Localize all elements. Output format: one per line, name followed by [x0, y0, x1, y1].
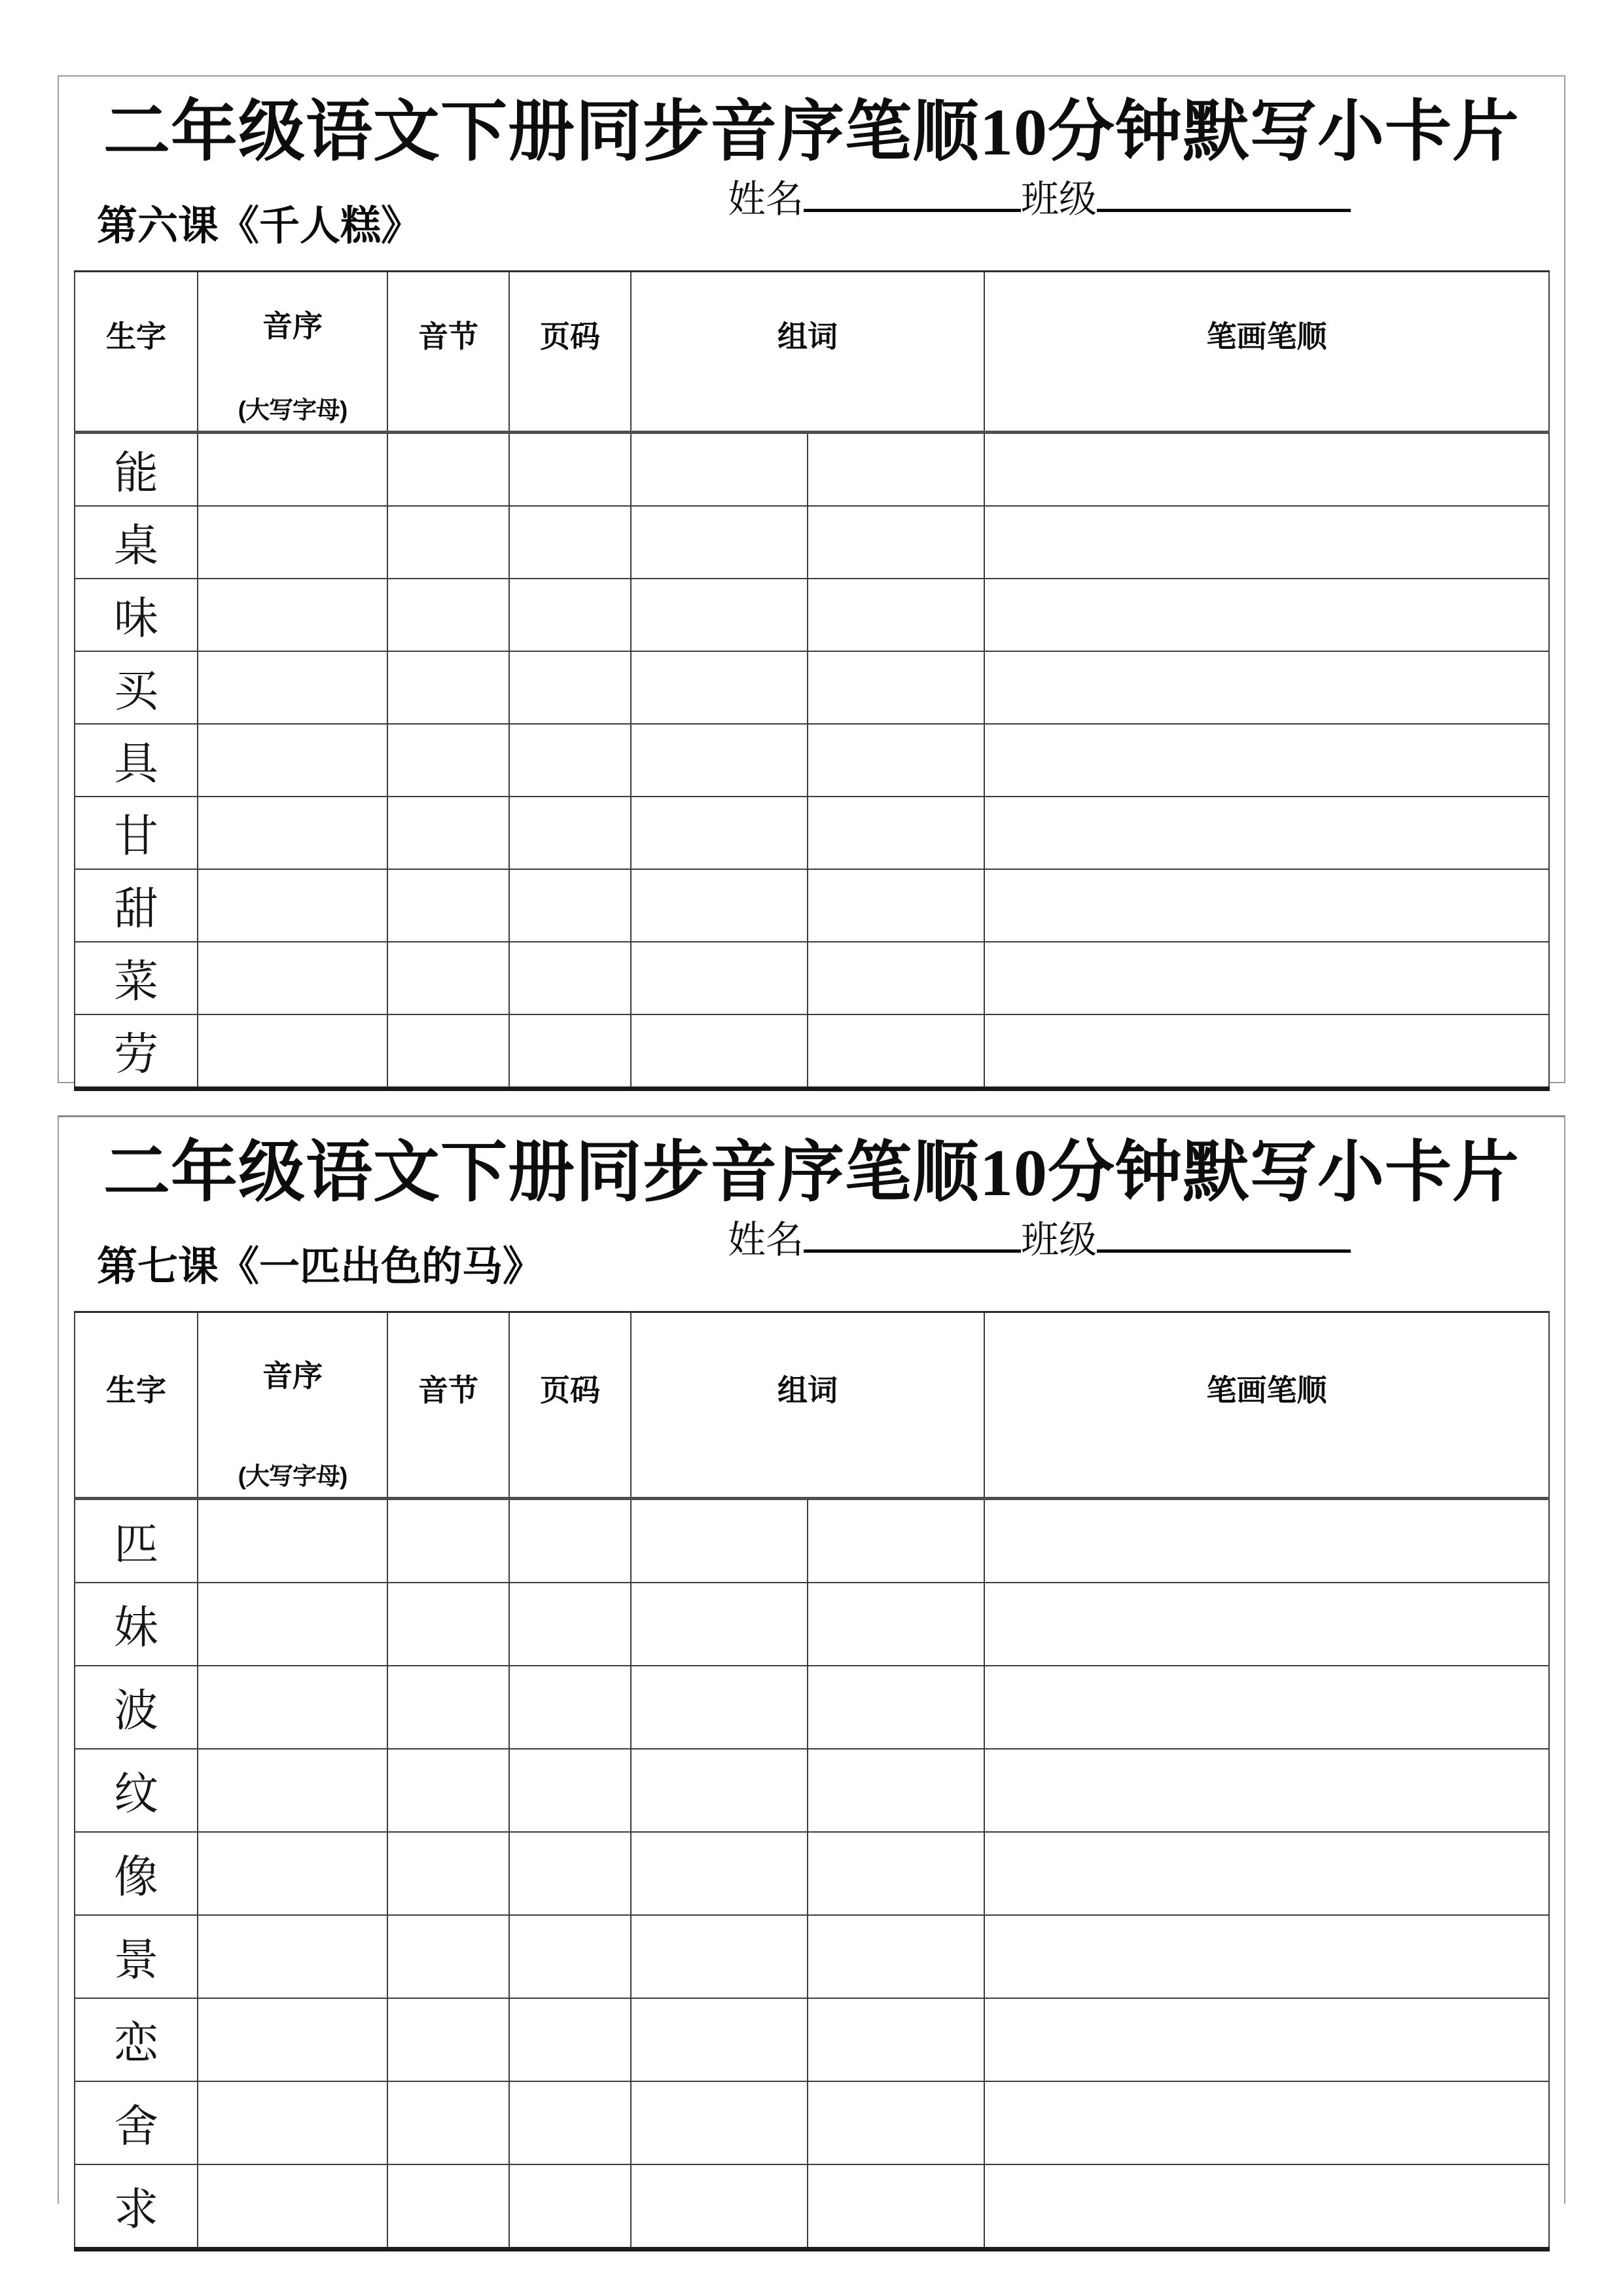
blank-syllable-cell [387, 724, 509, 797]
blank-strokes-cell [984, 1014, 1549, 1089]
blank-syllable-cell [387, 651, 509, 724]
blank-word-cell-1 [631, 1998, 808, 2081]
character-row [75, 1832, 1549, 1915]
name-blank-line [804, 175, 1021, 212]
blank-word-cell-1 [631, 1666, 808, 1749]
blank-phonetic-cell [198, 1666, 387, 1749]
character-row [75, 1749, 1549, 1832]
header-phonetic-sub: (大写字母) [238, 1463, 348, 1490]
blank-syllable-cell [387, 1832, 509, 1915]
class-blank-line [1097, 175, 1351, 212]
blank-word-cell-2 [808, 797, 984, 869]
blank-word-cell-1 [631, 506, 808, 579]
blank-syllable-cell [387, 869, 509, 942]
header-char: 生字 [75, 272, 198, 433]
character-row [75, 1666, 1549, 1749]
row-character-cell: 景 [75, 1915, 198, 1998]
header-phonetic-label: 音序 [262, 1359, 323, 1393]
row-character-cell: 纹 [75, 1749, 198, 1832]
blank-page-no-cell [509, 579, 631, 651]
blank-word-cell-1 [631, 1749, 808, 1832]
blank-page-no-cell [509, 1832, 631, 1915]
blank-word-cell-2 [808, 1749, 984, 1832]
header-syllable: 音节 [387, 1312, 509, 1499]
lesson-title: 第六课《千人糕》 [97, 204, 422, 249]
character-row [75, 651, 1549, 724]
blank-phonetic-cell [198, 2164, 387, 2250]
blank-page-no-cell [509, 433, 631, 507]
blank-word-cell-2 [808, 1499, 984, 1583]
blank-syllable-cell [387, 1499, 509, 1583]
blank-phonetic-cell [198, 942, 387, 1014]
character-row [75, 1499, 1549, 1583]
blank-word-cell-2 [808, 2081, 984, 2164]
row-character-cell: 桌 [75, 506, 198, 579]
character-row [75, 1915, 1549, 1998]
blank-strokes-cell [984, 651, 1549, 724]
blank-word-cell-1 [631, 869, 808, 942]
name-class-row [728, 1215, 1351, 1261]
blank-syllable-cell [387, 797, 509, 869]
blank-word-cell-2 [808, 1915, 984, 1998]
blank-word-cell-2 [808, 1832, 984, 1915]
blank-syllable-cell [387, 1583, 509, 1666]
character-row [75, 942, 1549, 1014]
blank-strokes-cell [984, 579, 1549, 651]
row-character-cell: 求 [75, 2164, 198, 2250]
row-character-cell: 具 [75, 724, 198, 797]
row-character-cell: 劳 [75, 1014, 198, 1089]
blank-page-no-cell [509, 797, 631, 869]
header-char: 生字 [75, 1312, 198, 1499]
lesson-title: 第七课《一匹出色的马》 [97, 1244, 544, 1289]
blank-word-cell-1 [631, 1915, 808, 1998]
character-row [75, 724, 1549, 797]
name-blank-line [804, 1215, 1021, 1253]
blank-word-cell-1 [631, 1832, 808, 1915]
blank-strokes-cell [984, 1749, 1549, 1832]
blank-strokes-cell [984, 1915, 1549, 1998]
blank-syllable-cell [387, 2164, 509, 2250]
row-character-cell: 匹 [75, 1499, 198, 1583]
blank-strokes-cell [984, 433, 1549, 507]
blank-phonetic-cell [198, 1998, 387, 2081]
dictation-table-lesson-7 [74, 1311, 1550, 2251]
blank-word-cell-2 [808, 651, 984, 724]
blank-page-no-cell [509, 869, 631, 942]
blank-strokes-cell [984, 1499, 1549, 1583]
row-character-cell: 味 [75, 579, 198, 651]
character-row [75, 869, 1549, 942]
row-character-cell: 甜 [75, 869, 198, 942]
page-title: 二年级语文下册同步音序笔顺10分钟默写小卡片 [103, 1136, 1520, 1210]
class-label: 班级 [1021, 1219, 1097, 1261]
blank-word-cell-2 [808, 1583, 984, 1666]
blank-phonetic-cell [198, 1499, 387, 1583]
class-label: 班级 [1021, 178, 1097, 221]
page-title: 二年级语文下册同步音序笔顺10分钟默写小卡片 [103, 96, 1520, 170]
character-row [75, 433, 1549, 507]
blank-word-cell-1 [631, 1499, 808, 1583]
blank-syllable-cell [387, 433, 509, 507]
row-character-cell: 像 [75, 1832, 198, 1915]
dictation-table-lesson-6 [74, 270, 1550, 1091]
blank-word-cell-2 [808, 1998, 984, 2081]
header-strokes: 笔画笔顺 [984, 272, 1549, 433]
blank-phonetic-cell [198, 724, 387, 797]
blank-syllable-cell [387, 1749, 509, 1832]
blank-word-cell-1 [631, 797, 808, 869]
blank-strokes-cell [984, 1583, 1549, 1666]
header-words: 组词 [631, 272, 984, 433]
header-words: 组词 [631, 1312, 984, 1499]
blank-phonetic-cell [198, 1915, 387, 1998]
blank-page-no-cell [509, 942, 631, 1014]
header-page-no: 页码 [509, 272, 631, 433]
row-character-cell: 能 [75, 433, 198, 507]
blank-word-cell-1 [631, 724, 808, 797]
blank-word-cell-1 [631, 433, 808, 507]
name-label: 姓名 [728, 178, 804, 221]
blank-phonetic-cell [198, 651, 387, 724]
blank-page-no-cell [509, 724, 631, 797]
blank-word-cell-1 [631, 579, 808, 651]
blank-word-cell-1 [631, 1014, 808, 1089]
blank-word-cell-2 [808, 579, 984, 651]
row-character-cell: 买 [75, 651, 198, 724]
card-lesson-6 [58, 75, 1565, 1083]
name-label: 姓名 [728, 1219, 804, 1261]
blank-phonetic-cell [198, 506, 387, 579]
row-character-cell: 菜 [75, 942, 198, 1014]
blank-page-no-cell [509, 506, 631, 579]
row-character-cell: 甘 [75, 797, 198, 869]
row-character-cell: 恋 [75, 1998, 198, 2081]
blank-word-cell-2 [808, 1014, 984, 1089]
blank-phonetic-cell [198, 1583, 387, 1666]
blank-phonetic-cell [198, 2081, 387, 2164]
blank-phonetic-cell [198, 797, 387, 869]
blank-strokes-cell [984, 2081, 1549, 2164]
blank-page-no-cell [509, 651, 631, 724]
card-lesson-7 [58, 1115, 1565, 2234]
character-row [75, 2081, 1549, 2164]
blank-page-no-cell [509, 1583, 631, 1666]
header-strokes: 笔画笔顺 [984, 1312, 1549, 1499]
blank-strokes-cell [984, 942, 1549, 1014]
row-character-cell: 妹 [75, 1583, 198, 1666]
blank-word-cell-1 [631, 2164, 808, 2250]
blank-phonetic-cell [198, 1014, 387, 1089]
blank-syllable-cell [387, 1014, 509, 1089]
blank-word-cell-2 [808, 724, 984, 797]
blank-word-cell-1 [631, 942, 808, 1014]
blank-syllable-cell [387, 1915, 509, 1998]
blank-page-no-cell [509, 1666, 631, 1749]
blank-syllable-cell [387, 506, 509, 579]
blank-strokes-cell [984, 506, 1549, 579]
blank-strokes-cell [984, 1998, 1549, 2081]
blank-page-no-cell [509, 1749, 631, 1832]
blank-word-cell-1 [631, 1583, 808, 1666]
blank-word-cell-2 [808, 942, 984, 1014]
blank-page-no-cell [509, 1014, 631, 1089]
header-row [75, 1312, 1549, 1499]
header-phonetic-sub: (大写字母) [238, 397, 348, 423]
blank-phonetic-cell [198, 433, 387, 507]
blank-page-no-cell [509, 1499, 631, 1583]
blank-strokes-cell [984, 1666, 1549, 1749]
blank-word-cell-2 [808, 869, 984, 942]
blank-word-cell-2 [808, 506, 984, 579]
blank-syllable-cell [387, 1666, 509, 1749]
character-row [75, 1583, 1549, 1666]
blank-strokes-cell [984, 797, 1549, 869]
character-row [75, 506, 1549, 579]
blank-strokes-cell [984, 2164, 1549, 2250]
blank-page-no-cell [509, 1998, 631, 2081]
blank-page-no-cell [509, 2164, 631, 2250]
blank-word-cell-2 [808, 2164, 984, 2250]
blank-word-cell-1 [631, 651, 808, 724]
blank-word-cell-2 [808, 1666, 984, 1749]
row-character-cell: 舍 [75, 2081, 198, 2164]
blank-phonetic-cell [198, 1832, 387, 1915]
header-syllable: 音节 [387, 272, 509, 433]
blank-word-cell-2 [808, 433, 984, 507]
character-row [75, 797, 1549, 869]
class-blank-line [1097, 1215, 1351, 1253]
blank-page-no-cell [509, 2081, 631, 2164]
blank-strokes-cell [984, 1832, 1549, 1915]
table-body [75, 1499, 1549, 2250]
blank-page-no-cell [509, 1915, 631, 1998]
blank-syllable-cell [387, 2081, 509, 2164]
blank-strokes-cell [984, 724, 1549, 797]
row-character-cell: 波 [75, 1666, 198, 1749]
header-phonetic-label: 音序 [262, 309, 323, 343]
blank-phonetic-cell [198, 579, 387, 651]
name-class-row [728, 175, 1351, 221]
blank-syllable-cell [387, 1998, 509, 2081]
blank-word-cell-1 [631, 2081, 808, 2164]
blank-phonetic-cell [198, 1749, 387, 1832]
blank-syllable-cell [387, 942, 509, 1014]
character-row [75, 1998, 1549, 2081]
header-phonetic [198, 1312, 387, 1499]
table-body [75, 433, 1549, 1089]
blank-strokes-cell [984, 869, 1549, 942]
character-row [75, 2164, 1549, 2250]
header-row [75, 272, 1549, 433]
blank-syllable-cell [387, 579, 509, 651]
header-phonetic [198, 272, 387, 433]
blank-phonetic-cell [198, 869, 387, 942]
character-row [75, 579, 1549, 651]
header-page-no: 页码 [509, 1312, 631, 1499]
character-row [75, 1014, 1549, 1089]
